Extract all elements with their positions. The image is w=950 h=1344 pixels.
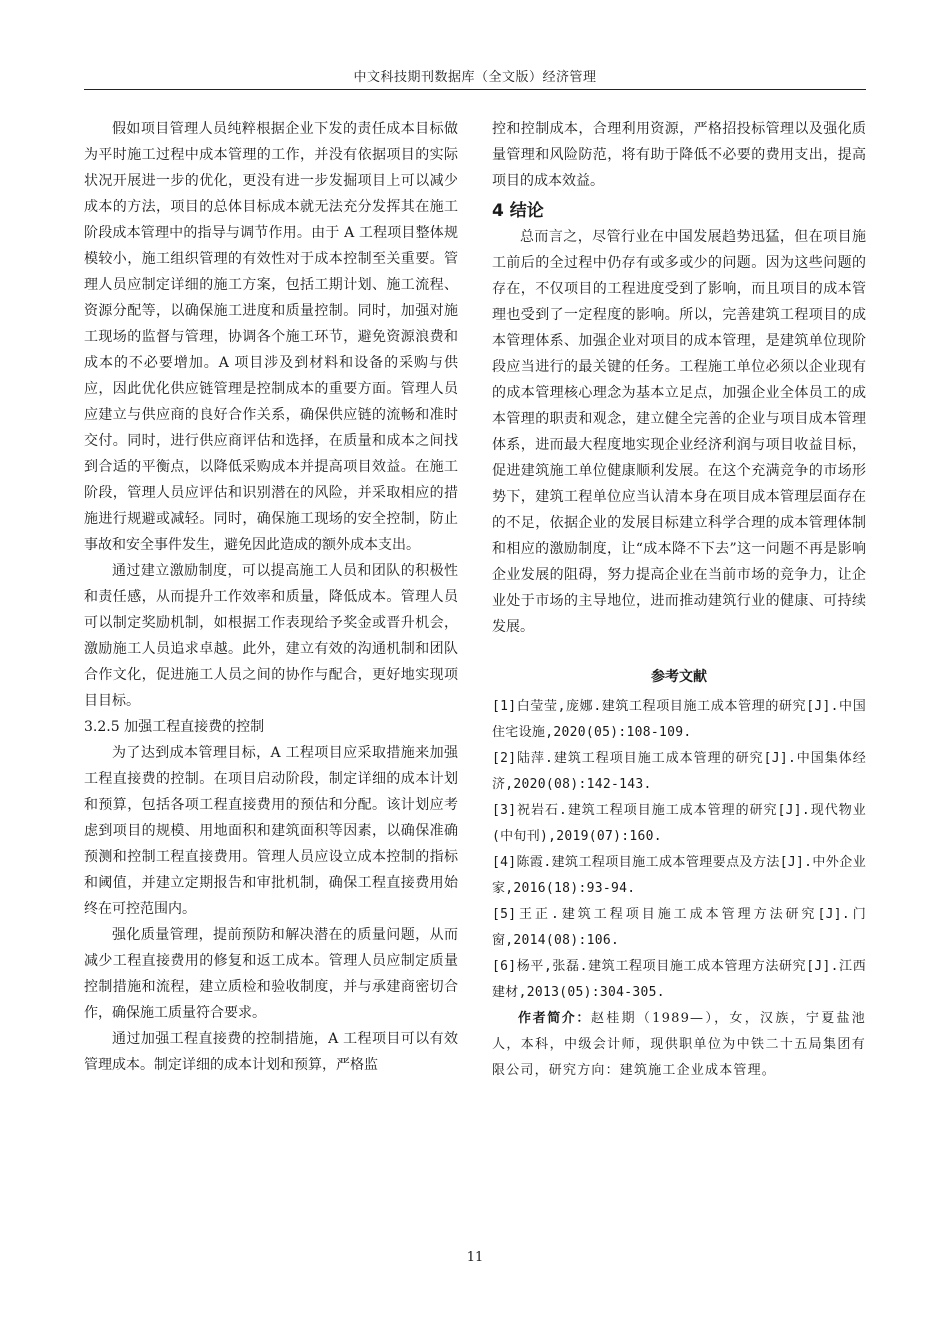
page-number: 11 bbox=[466, 1250, 484, 1265]
author-bio-text: 赵桂期（1989—），女，汉族，宁夏盐池人，本科，中级会计师，现供职单位为中铁二十五局集团有限公司，研究方向：建筑施工企业成本管理。 bbox=[492, 1011, 866, 1078]
reference-item: [3]祝岩石.建筑工程项目施工成本管理的研究[J].现代物业(中旬刊),2019(07):160. bbox=[492, 803, 866, 844]
subsection-heading: 3.2.5 加强工程直接费的控制 bbox=[84, 719, 265, 735]
header-divider bbox=[84, 89, 866, 90]
paragraph: 强化质量管理，提前预防和解决潜在的质量问题，从而减少工程直接费用的修复和返工成本。管理人员应制定质量控制措施和流程，建立质检和验收制度，并与承建商密切合作，确保施工质量符合要求。 bbox=[84, 927, 458, 1021]
reference-item: [4]陈霞.建筑工程项目施工成本管理要点及方法[J].中外企业家,2016(18):93-94. bbox=[492, 855, 866, 896]
paragraph-continuation: 控和控制成本，合理利用资源，严格招投标管理以及强化质量管理和风险防范，将有助于降低不必要的费用支出，提高项目的成本效益。 bbox=[492, 121, 866, 189]
reference-item: [1]白莹莹,庞娜.建筑工程项目施工成本管理的研究[J].中国住宅设施,2020(05):108-109. bbox=[492, 699, 866, 740]
paragraph: 为了达到成本管理目标，A 工程项目应采取措施来加强工程直接费的控制。在项目启动阶段，制定详细的成本计划和预算，包括各项工程直接费用的预估和分配。该计划应考虑到项目的规模、用地面积和建筑面积等因素，以确保准确预测和控制工程直接费用。管理人员应设立成本控制的指标和阈值，并建立定期报告和审批机制，确保工程直接费用始终在可控范围内。 bbox=[84, 745, 458, 917]
author-bio bbox=[492, 1006, 866, 1084]
paragraph: 通过加强工程直接费的控制措施，A 工程项目可以有效管理成本。制定详细的成本计划和预算，严格监 bbox=[84, 1031, 458, 1073]
paragraph: 总而言之，尽管行业在中国发展趋势迅猛，但在项目施工前后的全过程中仍存有或多或少的问题。因为这些问题的存在，不仅项目的工程进度受到了影响，而且项目的成本管理也受到了一定程度的影响。所以，完善建筑工程项目的成本管理体系、加强企业对项目的成本管理，是建筑单位现阶段应当进行的最关键的任务。工程施工单位必须以企业现有的成本管理核心理念为基本立足点，加强企业全体员工的成本管理的职责和观念，建立健全完善的企业与项目成本管理体系，进而最大程度地实现企业经济利润与项目收益目标，促进建筑施工单位健康顺利发展。在这个充满竞争的市场形势下，建筑工程单位应当认清本身在项目成本管理层面存在的不足，依据企业的发展目标建立科学合理的成本管理体制和相应的激励制度，让“成本降不下去”这一问题不再是影响企业发展的阻碍，努力提高企业在当前市场的竞争力，让企业处于市场的主导地位，进而推动建筑行业的健康、可持续发展。 bbox=[492, 229, 866, 635]
reference-item: [6]杨平,张磊.建筑工程项目施工成本管理方法研究[J].江西建材,2013(05):304-305. bbox=[492, 959, 866, 1000]
reference-item: [2]陆萍.建筑工程项目施工成本管理的研究[J].中国集体经济,2020(08):142-143. bbox=[492, 751, 866, 792]
author-bio-label: 作者简介： bbox=[518, 1011, 591, 1026]
paragraph: 假如项目管理人员纯粹根据企业下发的责任成本目标做为平时施工过程中成本管理的工作，并没有依据项目的实际状况开展进一步的优化，更没有进一步发掘项目上可以减少成本的方法，项目的总体目标成本就无法充分发挥其在施工阶段成本管理中的指导与调节作用。由于 A 工程项目整体规模较小，施工组织管理的有效性对于成本控制至关重要。管理人员应制定详细的施工方案，包括工期计划、施工流程、资源分配等，以确保施工进度和质量控制。同时，加强对施工现场的监督与管理，协调各个施工环节，避免资源浪费和成本的不必要增加。A 项目涉及到材料和设备的采购与供应，因此优化供应链管理是控制成本的重要方面。管理人员应建立与供应商的良好合作关系，确保供应链的流畅和准时交付。同时，进行供应商评估和选择，在质量和成本之间找到合适的平衡点，以降低采购成本并提高项目效益。在施工阶段，管理人员应评估和识别潜在的风险，并采取相应的措施进行规避或减轻。同时，确保施工现场的安全控制，防止事故和安全事件发生，避免因此造成的额外成本支出。 bbox=[84, 121, 458, 553]
right-column bbox=[492, 116, 866, 1084]
journal-header: 中文科技期刊数据库（全文版）经济管理 bbox=[353, 70, 597, 85]
left-column bbox=[84, 116, 458, 1078]
reference-item: [5]王正.建筑工程项目施工成本管理方法研究[J].门窗,2014(08):106. bbox=[492, 907, 866, 948]
references-heading: 参考文献 bbox=[651, 669, 707, 685]
paragraph: 通过建立激励制度，可以提高施工人员和团队的积极性和责任感，从而提升工作效率和质量，降低成本。管理人员可以制定奖励机制，如根据工作表现给予奖金或晋升机会，激励施工人员追求卓越。此外，建立有效的沟通机制和团队合作文化，促进施工人员之间的协作与配合，更好地实现项目目标。 bbox=[84, 563, 458, 709]
section-heading: 4 结论 bbox=[492, 201, 544, 221]
